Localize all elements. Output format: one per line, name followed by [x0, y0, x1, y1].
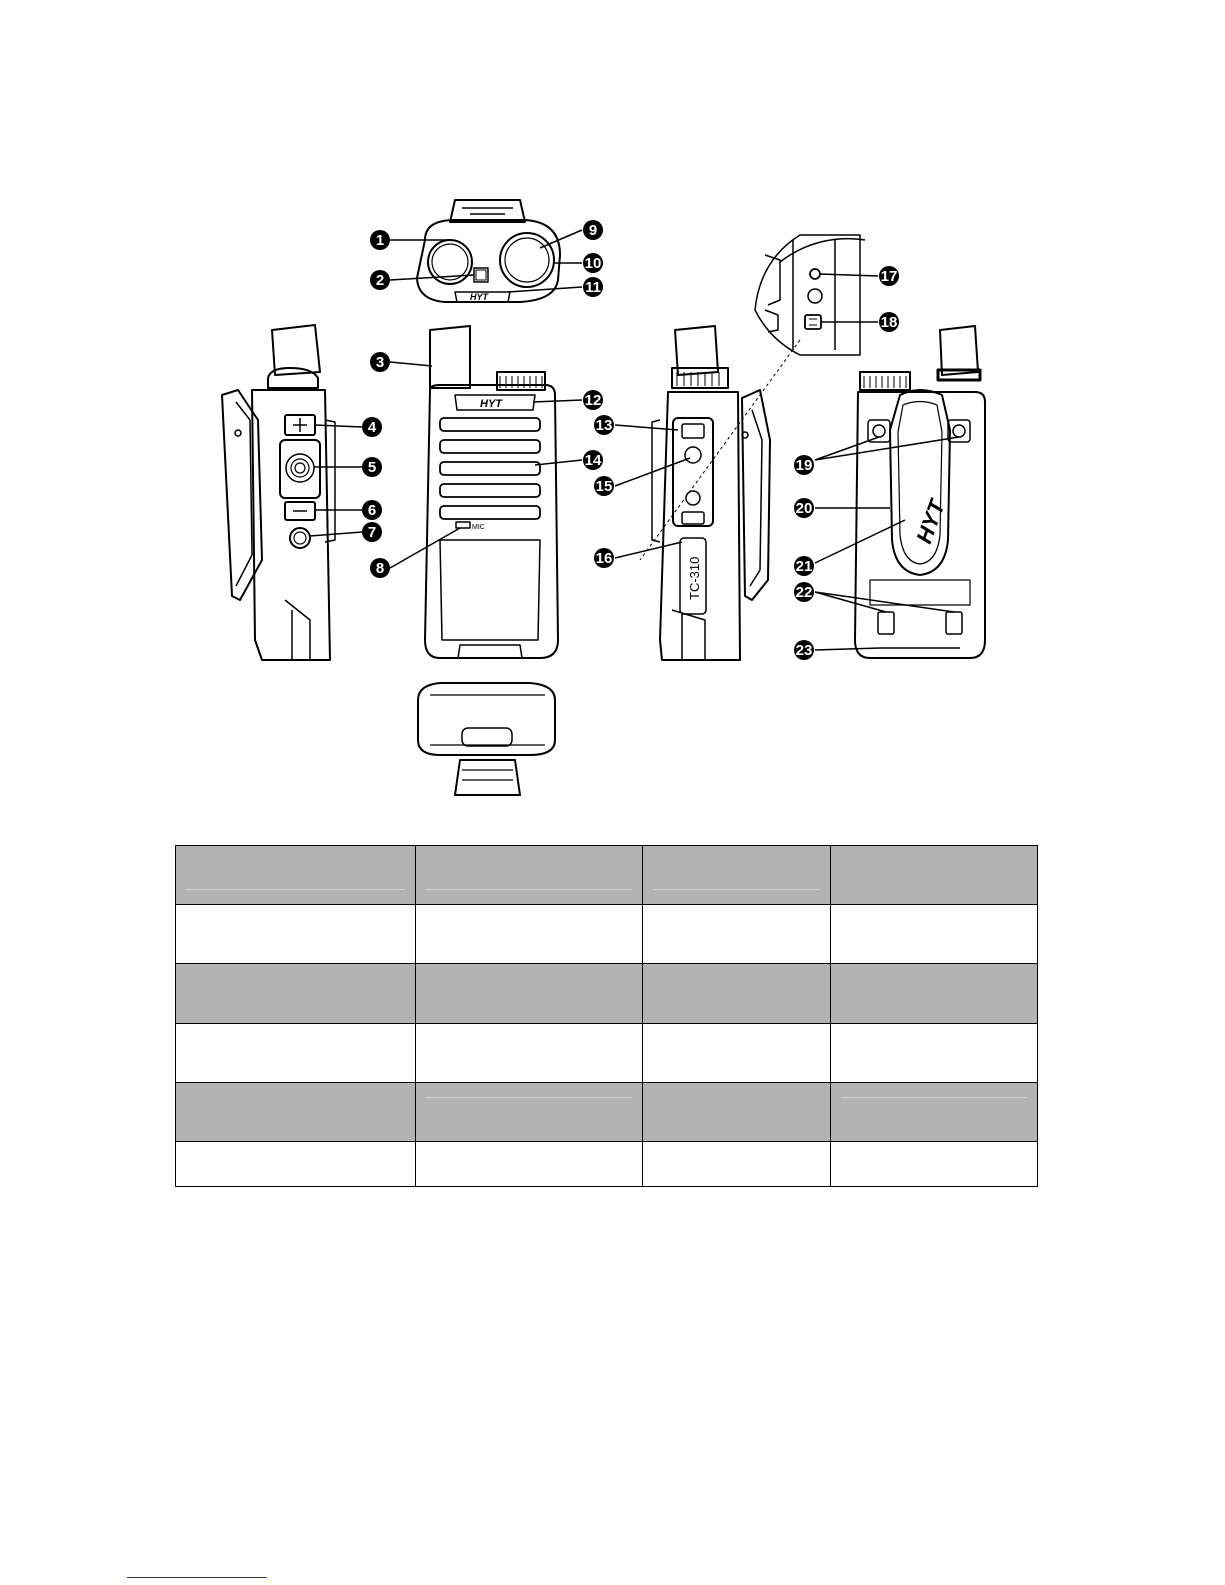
svg-text:9: 9	[588, 222, 598, 239]
table-cell	[176, 1141, 416, 1186]
svg-text:12: 12	[584, 392, 602, 409]
callout-17	[879, 266, 899, 286]
belt-clip-screw-left-icon	[873, 425, 885, 437]
svg-text:23: 23	[795, 642, 813, 659]
callout-15	[594, 476, 614, 496]
table-cell	[831, 1023, 1038, 1082]
svg-text:5: 5	[367, 459, 377, 476]
callout-6	[362, 500, 382, 520]
front-brand-label: HYT	[480, 398, 502, 410]
right-side-view	[652, 326, 770, 660]
table-cell	[831, 964, 1038, 1023]
antenna-icon	[430, 326, 470, 388]
callout-11	[583, 277, 603, 297]
callout-7	[362, 522, 382, 542]
table-cell	[831, 905, 1038, 964]
table-cell	[176, 964, 416, 1023]
callout-13	[594, 415, 614, 435]
battery-latch-right-icon	[946, 612, 962, 634]
callout-1	[370, 230, 390, 250]
table-cell	[416, 905, 643, 964]
earpiece-jack-icon	[810, 269, 820, 279]
volume-knob-icon	[500, 233, 554, 287]
table-cell	[416, 964, 643, 1023]
callout-10	[583, 253, 603, 273]
svg-text:15: 15	[595, 478, 613, 495]
svg-text:14: 14	[584, 452, 602, 469]
bottom-view	[418, 683, 555, 795]
svg-text:13: 13	[595, 417, 613, 434]
svg-text:10: 10	[584, 255, 602, 272]
svg-text:8: 8	[375, 560, 385, 577]
footnote-rule	[127, 1577, 267, 1578]
table-cell	[643, 1023, 831, 1082]
table-cell	[831, 846, 1038, 905]
table-cell	[176, 1082, 416, 1141]
svg-text:20: 20	[795, 500, 813, 517]
svg-text:22: 22	[795, 584, 813, 601]
callout-5	[362, 457, 382, 477]
table-cell	[416, 846, 643, 905]
table-cell	[831, 1141, 1038, 1186]
table-row	[176, 1141, 1038, 1186]
table-row	[176, 846, 1038, 905]
svg-text:3: 3	[375, 354, 385, 371]
svg-text:19: 19	[795, 457, 813, 474]
speaker-grille	[440, 418, 540, 519]
front-view	[425, 326, 558, 658]
callout-18	[879, 312, 899, 332]
table-cell	[416, 1023, 643, 1082]
top-brand-label: HYT	[470, 292, 488, 302]
table-cell	[831, 1082, 1038, 1141]
table-row	[176, 1023, 1038, 1082]
battery-latch-left-icon	[878, 612, 894, 634]
svg-text:16: 16	[595, 550, 613, 567]
svg-text:1: 1	[375, 232, 385, 249]
table-cell	[643, 1082, 831, 1141]
callout-20	[794, 498, 814, 518]
svg-text:2: 2	[375, 272, 385, 289]
table-cell	[643, 846, 831, 905]
callout-23	[794, 640, 814, 660]
callout-3	[370, 352, 390, 372]
side-key-3-icon	[290, 528, 310, 548]
svg-text:6: 6	[367, 502, 377, 519]
svg-text:4: 4	[367, 419, 377, 436]
table-cell	[643, 905, 831, 964]
svg-text:7: 7	[367, 524, 377, 541]
callout-21	[794, 556, 814, 576]
table-cell	[416, 1141, 643, 1186]
callout-16	[594, 548, 614, 568]
callout-12	[583, 390, 603, 410]
table-row	[176, 964, 1038, 1023]
accessory-jack-icon	[685, 447, 701, 463]
callout-4	[362, 417, 382, 437]
mic-icon	[456, 522, 470, 528]
svg-text:11: 11	[585, 279, 601, 296]
table-cell	[416, 1082, 643, 1141]
table-cell	[643, 1141, 831, 1186]
top-view	[417, 200, 560, 302]
callout-9	[583, 220, 603, 240]
usb-port-icon	[805, 315, 821, 329]
svg-text:17: 17	[880, 268, 898, 285]
belt-clip-screw-right-icon	[953, 425, 965, 437]
callout-2	[370, 270, 390, 290]
callout-19	[794, 455, 814, 475]
callout-14	[583, 450, 603, 470]
table-row	[176, 905, 1038, 964]
table-cell	[176, 905, 416, 964]
svg-text:18: 18	[880, 314, 898, 331]
belt-clip-brand-label: HYT	[911, 496, 950, 547]
table-cell	[643, 964, 831, 1023]
table-row	[176, 1082, 1038, 1141]
left-side-view	[222, 325, 335, 660]
battery-model-label: TC-310	[687, 556, 702, 600]
accessory-cover-icon	[673, 418, 713, 526]
leader-lines	[310, 230, 959, 650]
parts-table	[175, 845, 1038, 1187]
bottom-slot	[462, 728, 512, 746]
table-cell	[176, 1023, 416, 1082]
table-cell	[176, 846, 416, 905]
mic-label: MIC	[472, 524, 485, 531]
callout-8	[370, 558, 390, 578]
callout-22	[794, 582, 814, 602]
svg-text:21: 21	[795, 558, 813, 575]
